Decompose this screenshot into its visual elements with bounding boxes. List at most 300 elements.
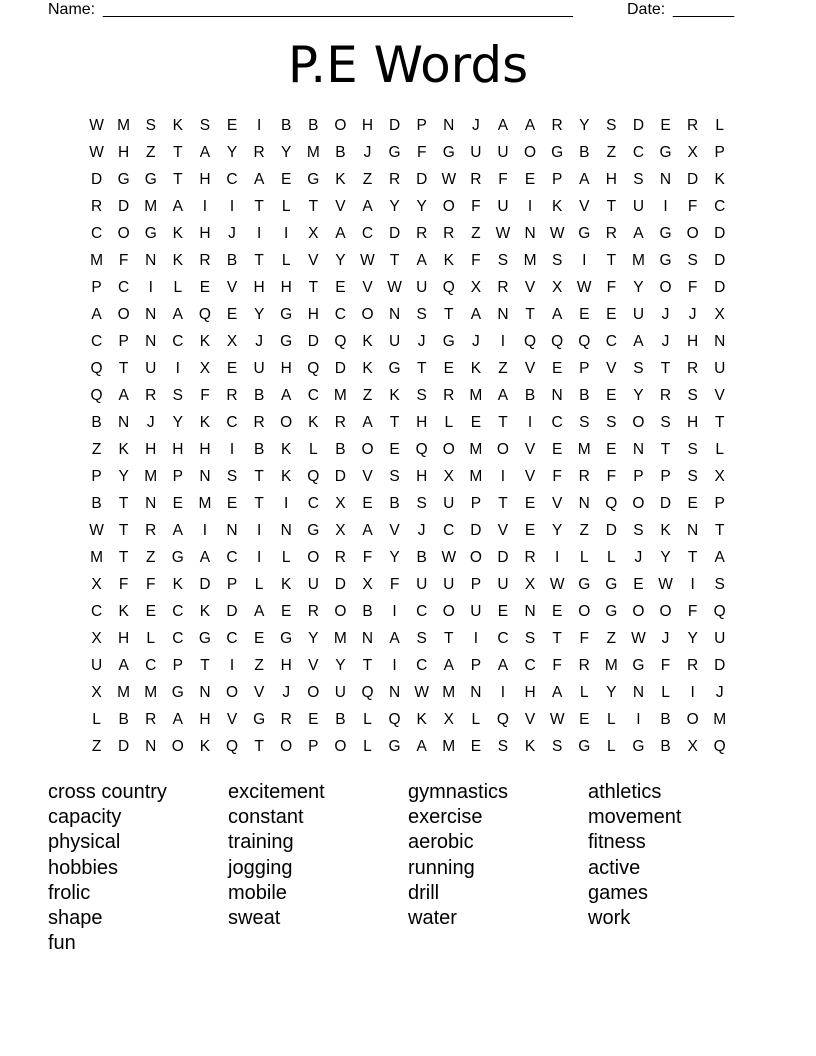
grid-letter[interactable]: V [226,279,238,296]
grid-letter[interactable]: R [659,387,672,404]
grid-letter[interactable]: W [658,576,673,593]
grid-letter[interactable]: I [582,252,587,269]
grid-letter[interactable]: K [199,414,211,431]
grid-letter[interactable]: C [90,225,103,242]
grid-letter[interactable]: Q [307,360,320,377]
grid-letter[interactable]: A [172,198,183,215]
grid-letter[interactable]: N [199,684,211,701]
grid-letter[interactable]: N [145,252,157,269]
grid-letter[interactable]: I [284,225,289,242]
grid-letter[interactable]: J [255,333,263,350]
grid-letter[interactable]: T [660,360,671,377]
grid-letter[interactable]: C [90,603,103,620]
grid-letter[interactable]: Y [579,117,590,134]
grid-letter[interactable]: X [470,279,482,296]
grid-letter[interactable]: Z [91,738,102,755]
grid-letter[interactable]: E [443,360,454,377]
grid-letter[interactable]: N [280,522,292,539]
grid-letter[interactable]: L [607,549,616,566]
grid-letter[interactable]: C [172,333,184,350]
grid-letter[interactable]: Y [551,522,563,539]
grid-letter[interactable]: N [687,522,699,539]
grid-letter[interactable]: G [171,684,184,701]
grid-letter[interactable]: A [199,549,211,566]
grid-letter[interactable]: Q [713,738,726,755]
grid-letter[interactable]: I [392,603,397,620]
grid-letter[interactable]: R [687,657,699,674]
grid-letter[interactable]: F [687,198,698,215]
grid-letter[interactable]: I [229,198,235,215]
grid-letter[interactable]: M [117,684,131,701]
grid-letter[interactable]: O [117,306,130,323]
grid-letter[interactable]: G [144,225,157,242]
grid-letter[interactable]: O [632,414,645,431]
grid-letter[interactable]: A [172,522,183,539]
grid-letter[interactable]: C [551,414,563,431]
grid-letter[interactable]: W [414,684,429,701]
grid-letter[interactable]: C [605,333,617,350]
grid-letter[interactable]: U [497,198,509,215]
grid-letter[interactable]: V [524,468,536,485]
grid-letter[interactable]: X [362,576,373,593]
grid-letter[interactable]: H [416,414,428,431]
grid-letter[interactable]: O [659,279,672,296]
grid-letter[interactable]: D [632,117,645,134]
grid-letter[interactable]: N [497,306,509,323]
grid-letter[interactable]: C [226,549,238,566]
grid-letter[interactable]: H [416,468,428,485]
grid-letter[interactable]: P [91,468,102,485]
grid-letter[interactable]: S [226,468,238,485]
grid-letter[interactable]: G [388,144,401,161]
grid-letter[interactable]: B [91,495,102,512]
grid-letter[interactable]: E [633,576,644,593]
grid-letter[interactable]: Z [471,225,481,242]
grid-letter[interactable]: R [443,225,455,242]
grid-letter[interactable]: O [442,603,455,620]
grid-letter[interactable]: Z [146,144,156,161]
grid-letter[interactable]: V [335,198,346,215]
grid-letter[interactable]: D [226,603,238,620]
grid-letter[interactable]: Q [415,441,428,458]
grid-letter[interactable]: F [660,657,671,674]
grid-letter[interactable]: U [416,279,428,296]
grid-letter[interactable]: X [335,495,346,512]
grid-letter[interactable]: L [444,414,454,431]
grid-letter[interactable]: X [91,684,102,701]
grid-letter[interactable]: I [690,684,695,701]
grid-letter[interactable]: R [145,522,157,539]
grid-letter[interactable]: Q [442,279,455,296]
grid-letter[interactable]: J [471,117,480,134]
grid-letter[interactable]: I [202,522,208,539]
grid-letter[interactable]: Y [389,549,400,566]
grid-letter[interactable]: Z [606,630,617,647]
grid-letter[interactable]: F [118,252,129,269]
grid-letter[interactable]: M [442,684,456,701]
grid-letter[interactable]: P [660,468,671,485]
grid-letter[interactable]: S [145,117,156,134]
grid-letter[interactable]: R [253,414,265,431]
grid-letter[interactable]: E [551,603,563,620]
grid-letter[interactable]: I [690,576,695,593]
grid-letter[interactable]: X [524,576,536,593]
grid-letter[interactable]: A [633,333,644,350]
grid-letter[interactable]: P [551,171,563,188]
grid-letter[interactable]: I [284,495,289,512]
grid-letter[interactable]: W [549,711,565,728]
grid-letter[interactable]: A [497,657,509,674]
grid-letter[interactable]: H [145,441,157,458]
grid-letter[interactable]: Z [91,441,102,458]
grid-letter[interactable]: E [524,171,536,188]
grid-letter[interactable]: C [714,198,726,215]
grid-letter[interactable]: P [91,279,102,296]
grid-letter[interactable]: O [632,603,645,620]
grid-letter[interactable]: K [199,603,211,620]
grid-letter[interactable]: D [714,225,726,242]
grid-letter[interactable]: O [442,198,455,215]
grid-letter[interactable]: V [524,360,536,377]
grid-letter[interactable]: Y [416,198,427,215]
grid-letter[interactable]: L [715,441,725,458]
grid-letter[interactable]: K [172,576,183,593]
grid-letter[interactable]: Q [90,360,103,377]
grid-letter[interactable]: X [443,468,454,485]
grid-letter[interactable]: C [632,144,645,161]
grid-letter[interactable]: U [470,144,482,161]
grid-letter[interactable]: E [579,711,590,728]
grid-letter[interactable]: B [579,387,590,404]
grid-letter[interactable]: E [606,441,617,458]
grid-letter[interactable]: Y [281,144,292,161]
grid-letter[interactable]: K [199,333,211,350]
grid-letter[interactable]: B [389,495,400,512]
grid-letter[interactable]: J [661,630,670,647]
grid-letter[interactable]: W [387,279,402,296]
grid-letter[interactable]: W [89,522,104,539]
grid-letter[interactable]: O [334,738,347,755]
grid-letter[interactable]: G [307,522,320,539]
grid-letter[interactable]: I [554,549,560,566]
grid-letter[interactable]: M [90,549,103,566]
grid-letter[interactable]: I [256,225,262,242]
grid-letter[interactable]: S [687,252,698,269]
grid-letter[interactable]: F [471,198,481,215]
grid-letter[interactable]: P [714,495,725,512]
grid-letter[interactable]: F [606,279,617,296]
grid-letter[interactable]: K [714,171,725,188]
grid-letter[interactable]: G [551,144,564,161]
grid-letter[interactable]: S [497,252,509,269]
grid-letter[interactable]: I [148,279,153,296]
grid-letter[interactable]: J [282,684,291,701]
grid-letter[interactable]: N [551,387,563,404]
grid-letter[interactable]: L [92,711,101,728]
grid-letter[interactable]: D [416,171,428,188]
grid-letter[interactable]: V [362,279,373,296]
grid-letter[interactable]: S [416,306,427,323]
grid-letter[interactable]: Y [633,279,644,296]
grid-letter[interactable]: O [334,117,347,134]
grid-letter[interactable]: B [660,738,671,755]
grid-letter[interactable]: E [551,441,563,458]
grid-letter[interactable]: X [551,279,563,296]
grid-letter[interactable]: L [363,711,372,728]
grid-letter[interactable]: V [362,468,373,485]
grid-letter[interactable]: T [173,144,183,161]
grid-letter[interactable]: V [714,387,725,404]
grid-letter[interactable]: N [388,306,401,323]
grid-letter[interactable]: D [659,495,672,512]
grid-letter[interactable]: U [416,576,428,593]
grid-letter[interactable]: R [145,711,157,728]
grid-letter[interactable]: G [659,252,672,269]
grid-letter[interactable]: H [199,171,211,188]
grid-letter[interactable]: V [253,684,265,701]
grid-letter[interactable]: E [606,306,617,323]
grid-letter[interactable]: P [308,738,319,755]
grid-letter[interactable]: S [633,171,644,188]
grid-letter[interactable]: U [443,576,455,593]
grid-letter[interactable]: D [497,549,509,566]
grid-letter[interactable]: L [579,684,589,701]
grid-letter[interactable]: E [606,387,617,404]
grid-letter[interactable]: T [525,306,535,323]
grid-letter[interactable]: N [443,117,455,134]
grid-letter[interactable]: G [280,630,293,647]
grid-letter[interactable]: G [605,603,618,620]
grid-letter[interactable]: Q [713,603,726,620]
grid-letter[interactable]: Q [307,468,320,485]
grid-letter[interactable]: D [687,171,699,188]
grid-letter[interactable]: X [714,468,725,485]
grid-letter[interactable]: O [334,603,347,620]
grid-letter[interactable]: H [199,225,211,242]
grid-letter[interactable]: T [118,495,129,512]
grid-letter[interactable]: X [308,225,319,242]
grid-letter[interactable]: V [308,252,319,269]
grid-letter[interactable]: O [171,738,184,755]
grid-letter[interactable]: R [578,657,590,674]
grid-letter[interactable]: M [713,711,727,728]
grid-letter[interactable]: C [443,522,455,539]
grid-letter[interactable]: Q [361,684,374,701]
grid-letter[interactable]: G [198,630,211,647]
grid-letter[interactable]: R [388,171,401,188]
grid-letter[interactable]: C [307,495,319,512]
grid-letter[interactable]: U [714,630,726,647]
grid-letter[interactable]: K [362,333,373,350]
grid-letter[interactable]: C [524,657,536,674]
grid-letter[interactable]: R [443,387,455,404]
grid-letter[interactable]: I [256,549,262,566]
grid-letter[interactable]: H [687,414,699,431]
grid-letter[interactable]: C [307,387,319,404]
grid-letter[interactable]: K [443,252,454,269]
grid-letter[interactable]: A [118,657,129,674]
grid-letter[interactable]: B [524,387,536,404]
grid-letter[interactable]: K [335,171,346,188]
grid-letter[interactable]: G [307,171,320,188]
grid-letter[interactable]: E [281,171,292,188]
grid-letter[interactable]: W [89,117,104,134]
grid-letter[interactable]: V [579,198,590,215]
grid-letter[interactable]: B [579,144,590,161]
grid-letter[interactable]: P [118,333,129,350]
grid-letter[interactable]: U [443,495,455,512]
grid-letter[interactable]: W [441,549,457,566]
grid-letter[interactable]: N [524,603,536,620]
grid-letter[interactable]: R [90,198,103,215]
grid-letter[interactable]: U [334,684,346,701]
grid-letter[interactable]: N [632,441,645,458]
grid-letter[interactable]: X [443,711,454,728]
grid-letter[interactable]: W [441,171,457,188]
grid-letter[interactable]: Y [633,387,644,404]
grid-letter[interactable]: K [551,198,563,215]
grid-letter[interactable]: H [280,360,292,377]
grid-letter[interactable]: Z [254,657,264,674]
grid-letter[interactable]: E [579,306,590,323]
grid-letter[interactable]: E [226,117,238,134]
grid-letter[interactable]: G [605,576,618,593]
grid-letter[interactable]: K [281,441,292,458]
grid-letter[interactable]: W [495,225,511,242]
grid-letter[interactable]: D [334,360,346,377]
grid-letter[interactable]: K [281,576,292,593]
grid-letter[interactable]: E [145,603,156,620]
grid-letter[interactable]: F [552,468,562,485]
grid-letter[interactable]: A [416,738,427,755]
grid-letter[interactable]: A [91,306,102,323]
grid-letter[interactable]: Y [308,630,319,647]
grid-letter[interactable]: E [335,279,346,296]
grid-letter[interactable]: B [308,117,319,134]
grid-letter[interactable]: N [361,630,374,647]
grid-letter[interactable]: G [632,657,645,674]
grid-letter[interactable]: T [498,414,508,431]
grid-letter[interactable]: R [470,171,482,188]
grid-letter[interactable]: N [632,684,645,701]
grid-letter[interactable]: C [226,630,238,647]
grid-letter[interactable]: F [362,549,373,566]
grid-letter[interactable]: I [636,711,641,728]
grid-letter[interactable]: O [361,441,374,458]
grid-letter[interactable]: A [362,522,373,539]
grid-letter[interactable]: R [497,279,509,296]
grid-letter[interactable]: S [579,414,590,431]
grid-letter[interactable]: G [280,306,293,323]
grid-letter[interactable]: E [687,495,698,512]
grid-letter[interactable]: D [388,225,401,242]
grid-letter[interactable]: R [416,225,428,242]
grid-letter[interactable]: S [606,117,617,134]
grid-letter[interactable]: H [280,657,292,674]
grid-letter[interactable]: X [687,144,698,161]
grid-letter[interactable]: H [687,333,699,350]
grid-letter[interactable]: Y [253,306,265,323]
grid-letter[interactable]: G [280,333,293,350]
grid-letter[interactable]: U [145,360,157,377]
grid-letter[interactable]: G [578,576,591,593]
grid-letter[interactable]: G [659,144,672,161]
grid-letter[interactable]: H [118,630,130,647]
grid-letter[interactable]: E [660,117,671,134]
grid-letter[interactable]: I [527,198,533,215]
grid-letter[interactable]: I [527,414,533,431]
grid-letter[interactable]: T [118,522,129,539]
grid-letter[interactable]: P [172,468,183,485]
grid-letter[interactable]: S [687,387,698,404]
grid-letter[interactable]: H [118,144,130,161]
grid-letter[interactable]: O [307,684,320,701]
grid-letter[interactable]: Q [90,387,103,404]
grid-letter[interactable]: M [469,387,483,404]
grid-letter[interactable]: N [145,495,157,512]
grid-letter[interactable]: S [633,522,644,539]
grid-letter[interactable]: I [392,657,397,674]
grid-letter[interactable]: O [280,738,293,755]
grid-letter[interactable]: A [253,603,265,620]
grid-letter[interactable]: C [497,630,509,647]
grid-letter[interactable]: W [576,279,592,296]
grid-letter[interactable]: M [577,441,591,458]
grid-letter[interactable]: M [631,252,645,269]
grid-letter[interactable]: I [663,198,668,215]
grid-letter[interactable]: P [633,468,644,485]
grid-letter[interactable]: A [633,225,644,242]
grid-letter[interactable]: M [604,657,618,674]
grid-letter[interactable]: V [226,711,238,728]
grid-letter[interactable]: O [361,306,374,323]
grid-letter[interactable]: P [470,495,482,512]
grid-letter[interactable]: U [714,360,726,377]
grid-letter[interactable]: O [524,144,537,161]
grid-letter[interactable]: K [660,522,671,539]
grid-letter[interactable]: A [551,684,563,701]
date-field[interactable]: _______ [673,1,734,18]
grid-letter[interactable]: A [172,711,183,728]
grid-letter[interactable]: K [118,603,129,620]
grid-letter[interactable]: T [714,414,725,431]
grid-letter[interactable]: N [714,333,726,350]
grid-letter[interactable]: Q [551,333,564,350]
grid-letter[interactable]: J [417,522,426,539]
grid-letter[interactable]: E [308,711,319,728]
grid-letter[interactable]: C [361,225,374,242]
grid-letter[interactable]: M [90,252,103,269]
grid-letter[interactable]: L [146,630,156,647]
grid-letter[interactable]: M [523,252,537,269]
grid-letter[interactable]: E [524,522,536,539]
grid-letter[interactable]: O [659,603,672,620]
grid-letter[interactable]: E [470,414,482,431]
grid-letter[interactable]: Q [605,495,618,512]
grid-letter[interactable]: T [444,306,454,323]
grid-letter[interactable]: B [281,117,292,134]
grid-letter[interactable]: U [307,576,319,593]
grid-letter[interactable]: K [281,468,292,485]
grid-letter[interactable]: S [172,387,183,404]
grid-letter[interactable]: C [226,171,238,188]
grid-letter[interactable]: S [687,468,698,485]
grid-letter[interactable]: C [172,630,184,647]
grid-letter[interactable]: O [225,684,239,701]
grid-letter[interactable]: A [524,117,536,134]
grid-letter[interactable]: O [578,603,591,620]
grid-letter[interactable]: E [551,360,563,377]
